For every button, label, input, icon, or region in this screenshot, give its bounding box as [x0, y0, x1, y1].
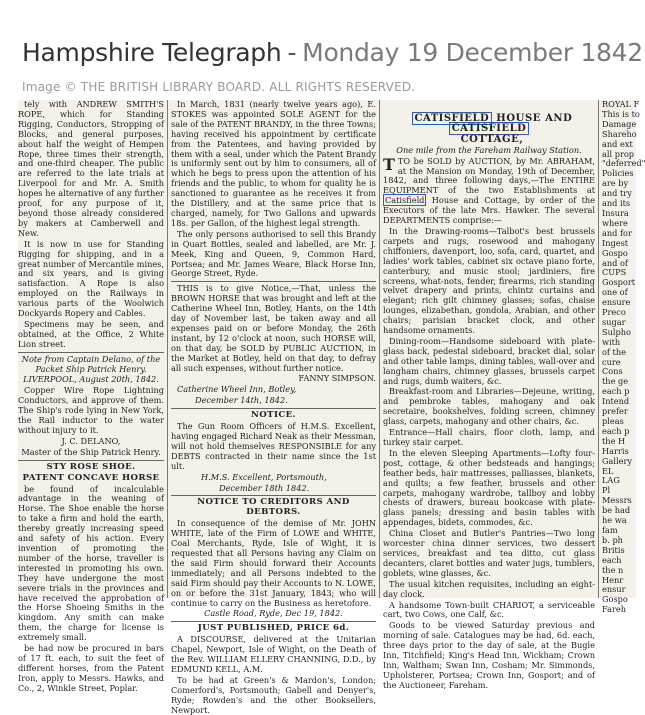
auction-subheading: One mile from the Fareham Railway Station. — [396, 144, 582, 155]
auction-heading-cottage: COTTAGE, — [460, 133, 524, 145]
column-4-fragment: each — [602, 554, 622, 565]
column-4-fragment: and its — [602, 198, 631, 209]
copyright-notice: Image © THE BRITISH LIBRARY BOARD. ALL RIGHTS RESERVED. — [22, 80, 416, 94]
column-4-fragment: each p — [602, 425, 630, 436]
publication-text: A DISCOURSE, delivered at the Unitarian Chapel, Newport, Isle of Wight, on the Death of the Rev. WILLIAM ELLERY CHANNING, D.D., by EDMUND KELL, A.M. — [171, 634, 376, 674]
sleeping-text: In the eleven Sleeping Apartments—Lofty four-post, cottage, & other bedsteads and hangings; feather beds, hair mattresses, palliasses, blankets, and quilts; a few feather, brussels and other carpets, mahogany wardrobe, tallboy and lobby chests of drawers, bureau bookcase with plate-glass panels; dressing and basin tables with appendages, bidets, commodes, &c. — [383, 447, 595, 528]
column-4-fragment: Insura — [602, 207, 629, 218]
column-4-fragment: Policies — [602, 168, 634, 179]
column-4-fragment: and of — [602, 257, 628, 268]
divider — [171, 495, 376, 496]
column-4-fragment: the H — [602, 435, 626, 446]
column-4 — [602, 99, 645, 615]
auction-intro — [383, 154, 595, 226]
column-4-fragment: fam — [602, 524, 618, 535]
column-4-fragment: b. ph — [602, 534, 623, 545]
auction-heading-mid: HOUSE AND — [496, 113, 573, 124]
viewing-text: Goods to be viewed Saturday previous and morning of sale. Catalogues may be had, 6d. each, three days prior to the day of sale, at the Bugle Inn, Titchfield; King's Head Inn, Wickham; Crown Inn, Waltham; Swan Inn, Cosham; Mr. Simmonds, Upholsterer, Portsea; Crown Inn, Gosport; and of the Auctioneer, Fareham. — [383, 620, 595, 690]
column-4-fragment: Damage — [602, 118, 637, 129]
column-4-fragment: he wa — [602, 515, 627, 526]
column-4-fragment: Gospo — [602, 247, 628, 258]
notice-date: December 18th 1842. — [219, 482, 310, 493]
column-4-fragment: Messrs — [602, 495, 632, 506]
column-4-fragment: LAG — [602, 475, 620, 486]
brandy-ad-text-2: The only persons authorised to sell this Brandy in Quart Bottles, sealed and labelled, are Mr. J. Meek, King and Queen, 9, Common Hard, Portsea; and Mr. James Weare, Black Horse Inn, George Street, Ryde. — [171, 228, 376, 279]
horse-notice-signature: FANNY SIMPSON. — [298, 373, 376, 384]
column-4-fragment: sugar — [602, 316, 626, 327]
creditors-place: Castle Road, Ryde, Dec 19, 1842. — [204, 608, 343, 619]
testimonial-heading: Note from Captain Delano, of the Packet Ship Patrick Henry. — [21, 353, 161, 374]
column-4-fragment: Sulpho — [602, 326, 631, 337]
newspaper-name[interactable]: Hampshire Telegraph — [22, 38, 282, 67]
column-4-fragment: and ext — [602, 138, 633, 149]
auction-intro-text: TO be SOLD by AUCTION, by Mr. ABRAHAM, at the Mansion on Monday, 19th of December, 1842, and three following days,—The ENTIRE EQUIPMENT of the two Establishments at — [383, 155, 595, 196]
issue-date: Monday 19 December 1842 — [302, 38, 643, 67]
divider — [171, 621, 376, 622]
auction-heading — [383, 114, 595, 134]
column-4-fragment: EL — [602, 465, 614, 476]
column-4-fragment: Henr — [602, 574, 624, 585]
column-4-fragment: ensure — [602, 297, 631, 308]
horse-notice-date: December 14th, 1842. — [195, 395, 288, 406]
newspaper-scan — [18, 99, 645, 715]
rope-ad-text-3: Specimens may be seen, and obtained, at the Office, 2 White Lion street. — [18, 318, 164, 349]
column-4-fragment: and for — [602, 227, 632, 238]
column-4-fragment: Gospo — [602, 594, 628, 605]
rope-ad-text: tely with ANDREW SMITH'S ROPE, which for Standing Rigging, Conductors, Stropping of Blocks, and general purposes, about half the weight of Hempen Rope, three times their strength, and one-third cheaper. The public are referred to the late trials at Liverpool for and Mr. A. Smith hopes he alternative of any further proof, for any purpose of it, beyond those already considered by makers at Camberwell and New. — [18, 99, 164, 238]
testimonial-text: Copper Wire Rope Lightning Conductors, and approve of them. The Ship's rode lying in New York, the Rail inductor to the water without injury to it. — [18, 385, 164, 435]
testimonial-signature-2: Master of the Ship Patrick Henry. — [21, 446, 161, 457]
column-4-fragment: pleas — [602, 416, 624, 426]
horse-shoe-text-2: be had now be procured in bars of 17 ft. each, to suit the feet of different horses, from the Patent Iron, apply to Messrs. Hawks, and Co., 2, Winkle Street, Poplar. — [18, 643, 164, 693]
china-closet-text: China Closet and Butler's Pantries—Two long worcester china dinner services, two dessert services, breakfast and tea ditto, cut glass decanters, claret bottles and water jugs, tumblers, goblets, wine glasses, &c. — [383, 528, 595, 578]
column-4-fragment: all prop — [602, 148, 635, 159]
column-4-fragment: be had — [602, 505, 631, 516]
testimonial-signature: J. C. DELANO, — [61, 435, 121, 446]
column-4-fragment: with — [602, 336, 621, 347]
column-4-fragment: Gallery — [602, 455, 633, 466]
column-4-fragment: CUPS — [602, 267, 627, 278]
divider — [18, 460, 164, 461]
column-1 — [18, 99, 164, 693]
dining-room-text: Dining-room—Handsome sideboard with plate-glass back, pedestal sideboard, bracket dial, solar and other table lamps, dining tables, wall-over and langham chairs, chimney glasses, brussels carpet and rugs, dumb waiters, &c. — [383, 335, 595, 386]
column-4-fragment: This is to — [602, 108, 640, 119]
column-4-fragment: each p — [602, 386, 630, 397]
column-3 — [383, 100, 595, 690]
column-4-fragment: Intend — [602, 396, 630, 407]
column-2 — [171, 99, 376, 715]
rope-ad-text-2: It is now in use for Standing Rigging for shipping, and in a great number of Mercantile mines, and six years, and is giving satisfaction. A Rope is also employed on the Railways in various parts of the Woolwich Dockyards Ropery and Cables. — [18, 238, 164, 319]
column-4-fragment: are by — [602, 178, 629, 189]
column-4-fragment: and try — [602, 188, 632, 199]
notice-text: The Gun Room Officers of H.M.S. Excellent, having engaged Richard Neak as their Messman, will not hold themselves RESPONSIBLE for any DEBTS contracted in their name since the 1st ult. — [171, 421, 376, 471]
column-4-fragment: Gosport — [602, 277, 636, 288]
horse-shoe-heading: STY ROSE SHOE. — [46, 461, 136, 472]
search-hit-catisfield-2[interactable]: CATISFIELD — [449, 122, 530, 135]
notice-heading: NOTICE. — [251, 410, 296, 421]
testimonial-place: LIVERPOOL, August 20th, 1842. — [23, 374, 159, 385]
column-4-fragment: the ge — [602, 376, 629, 387]
publication-heading: JUST PUBLISHED, PRICE 6d. — [197, 623, 350, 634]
entrance-text: Entrance—Hall chairs, floor cloth, lamp, and turkey stair carpet. — [383, 427, 595, 447]
column-4-fragment: Britis — [602, 544, 625, 555]
horse-notice-place: Catherine Wheel Inn, Botley, — [177, 384, 297, 395]
column-rule — [598, 100, 599, 598]
chariot-text: A handsome Town-built CHARIOT, a serviceable cart, two Cows, one Calf, &c. — [383, 599, 595, 620]
column-4-fragment: Shareho — [602, 128, 637, 139]
column-4-fragment: of the — [602, 346, 626, 357]
column-4-fragment: one of — [602, 287, 628, 298]
column-4-fragment: Fareh — [602, 604, 627, 615]
notice-place: H.M.S. Excellent, Portsmouth, — [201, 471, 327, 482]
column-4-fragment: Preco — [602, 307, 626, 318]
column-rule — [379, 100, 380, 598]
breakfast-room-text: Breakfast-room and Libraries—Dejeune, writing, and pembroke tables, mahogany and oak secretaire, bookshelves, folding screen, chimney glass, carpets, mahogany and other chairs, &c. — [383, 386, 595, 427]
column-4-fragment: prefer — [602, 406, 628, 417]
divider — [18, 352, 164, 353]
creditors-text: In consequence of the demise of Mr. JOHN WHITE, late of the Firm of LOWE and WHITE, Coal Merchants, Ryde, Isle of Wight, it is requested that all Persons having any Claim on the said Firm should forward their Accounts immediately; and all Persons indebted to the said Firm should pay their Accounts to N. LOWE, on or before the 31st January, 1843; who will continue to carry on the Business as heretofore. — [171, 518, 376, 608]
column-4-fragment: ensur — [602, 584, 626, 595]
search-hit-catisfield-1[interactable]: CATISFIELD — [412, 112, 493, 125]
horse-shoe-text: be found of incalculable advantage in the weaning of Horse. The Shoe enable the horse to take a firm and hold the earth, thereby greatly increasing speed and safety of his action. Every invention of promoting the number of the horse, traveller is interested in promoting his own. They have undergone the most severe trials in the provinces and have received the approbation of the Horse Shoeing Smiths in the kingdom. Any smith can make them, the charge for license is extremely small. — [18, 483, 164, 643]
brandy-ad-text: In March, 1831 (nearly twelve years ago), E. STOKES was appointed SOLE AGENT for the sale of the PATENT BRANDY, in the three Towns; having received his appointment by certificate from the Patentees, and having provided by them with a seal, under which the Patent Brandy is uniformly sent out by him to consumers, all of which he begs to press upon the attention of his friends and the public, to whom for quality he is sanctioned to guarantee as he receives it from the Distillery, and at the same price that is charged, namely, for Two Gallons and upwards 18s. per Gallon, of the highest legal strength. — [171, 99, 376, 228]
publication-text-2: To be had at Green's & Mardon's, London; Comerford's, Portsmouth; Gabell and Denyer's, Ryde; Rowden's and the other Booksellers, Newport. — [171, 674, 376, 715]
title-separator: - — [287, 38, 297, 67]
page-title — [22, 38, 643, 67]
column-4-fragment: Cons — [602, 366, 623, 377]
auction-intro-text-2: House and Cottage, by order of the Executors of the late Mrs. Hawker. The several DEPARTMENTS comprise:— — [383, 195, 595, 226]
drop-cap: T — [383, 154, 395, 174]
column-4-fragment: the n — [602, 564, 624, 575]
column-4-fragment: Pl — [602, 485, 611, 496]
column-4-fragment: Harris — [602, 445, 629, 456]
divider — [171, 281, 376, 282]
column-4-fragment: ROYAL F — [602, 99, 640, 109]
horse-shoe-subheading: PATENT CONCAVE HORSE — [22, 472, 160, 483]
horse-notice-text: THIS is to give Notice,—That, unless the BROWN HORSE that was brought and left at the Catherine Wheel Inn, Botley, Hants, on the 14th day of November last, be taken away and all expenses paid on or before Monday, the 26th instant, by 12 o'clock at noon, such HORSE will, on that day, be SOLD by PUBLIC AUCTION, in the Market at Botley, held on that day, to defray all such expenses, without further notice. — [171, 283, 376, 373]
divider — [171, 408, 376, 409]
column-rule — [167, 100, 168, 598]
column-4-fragment: Ingest — [602, 237, 629, 248]
column-4-fragment: "deferred" — [602, 158, 645, 169]
column-4-fragment: cure — [602, 356, 621, 367]
column-4-fragment: where — [602, 217, 628, 228]
creditors-heading: NOTICE TO CREDITORS AND DEBTORS. — [197, 497, 350, 518]
search-hit-catisfield-3[interactable]: Catisfield — [385, 195, 425, 206]
drawing-rooms-text: In the Drawing-rooms—Talbot's best brussels carpets and rugs, rosewood and mahogany chiffoniers, davenport, loo, sofa, card, quartet, and ladies' work tables, cabinet six octave piano forte, canterbury, and music stool; jardiniers, fire screens, what-nots, fender, firearms, rich standing velvet drapery and prints, chintz curtains and elegant; rich gilt chimney glasses; sofas, chaise lounges, elizabethan, gondola, Arabian, and other chairs; parisian bracket clock, and other handsome ornaments. — [383, 225, 595, 336]
kitchen-text: The usual kitchen requisites, including an eight-day clock. — [383, 578, 595, 599]
